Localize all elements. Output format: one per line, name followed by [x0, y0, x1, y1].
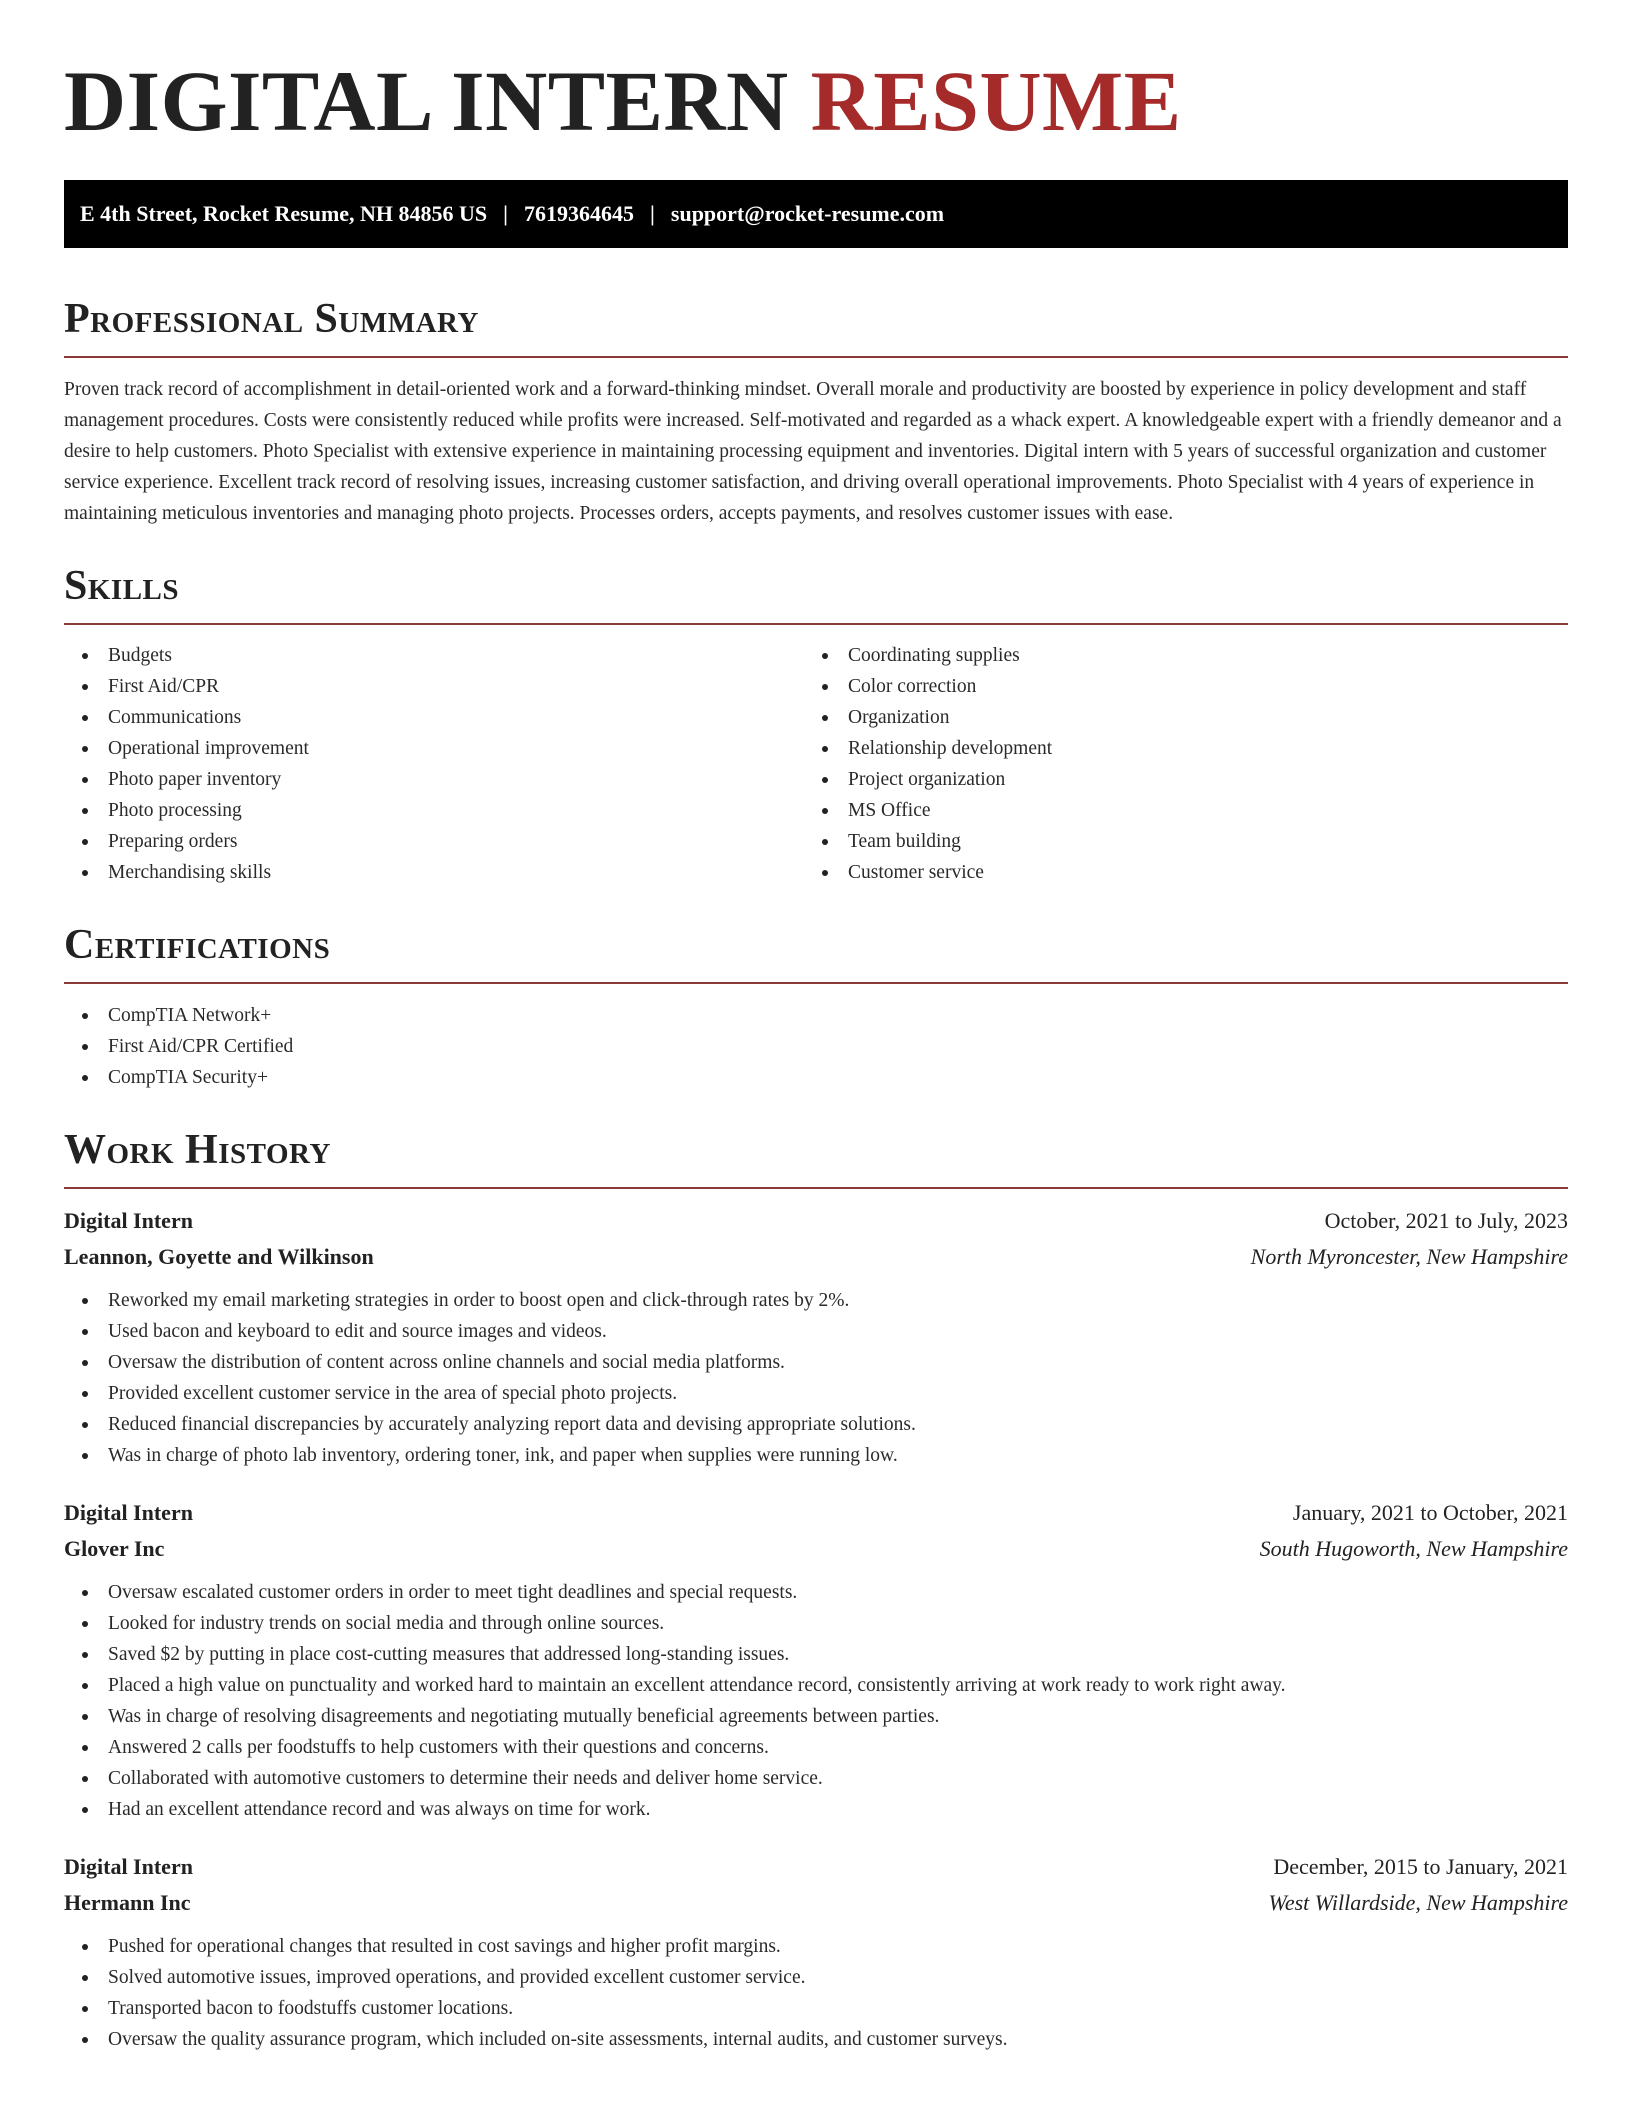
job-bullets	[64, 1285, 1568, 1471]
job-header	[64, 1849, 1568, 1885]
contact-email: support@rocket-resume.com	[670, 201, 945, 226]
section-divider	[64, 623, 1568, 625]
job-bullet: Was in charge of resolving disagreements and negotiating mutually beneficial agreements between parties.	[64, 1701, 1568, 1732]
job-subheader	[64, 1531, 1568, 1567]
skill-item: Photo processing	[64, 795, 804, 826]
job-bullet: Had an excellent attendance record and was always on time for work.	[64, 1794, 1568, 1825]
contact-address: E 4th Street, Rocket Resume, NH 84856 US	[80, 201, 488, 226]
job-dates: December, 2015 to January, 2021	[1273, 1854, 1568, 1879]
job-location: North Myroncester, New Hampshire	[1250, 1244, 1568, 1269]
job-bullet: Reduced financial discrepancies by accurately analyzing report data and devising appropriate solutions.	[64, 1409, 1568, 1440]
certifications-list	[64, 1000, 1568, 1093]
skills-section	[64, 565, 1568, 888]
skill-item: Organization	[804, 702, 1544, 733]
job-bullets	[64, 1577, 1568, 1825]
skill-item: Relationship development	[804, 733, 1544, 764]
summary-section	[64, 298, 1568, 529]
summary-text: Proven track record of accomplishment in detail-oriented work and a forward-thinking mindset. Overall morale and productivity are boosted by experience in policy development and staff management procedures. Costs were consistently reduced while profits were increased. Self-motivated and regarded as a whack expert. A knowledgeable expert with a friendly demeanor and a desire to help customers. Photo Specialist with extensive experience in maintaining processing equipment and inventories. Digital intern with 5 years of successful organization and customer service experience. Excellent track record of resolving issues, increasing customer satisfaction, and driving overall operational improvements. Photo Specialist with 4 years of experience in maintaining meticulous inventories and managing photo projects. Processes orders, accepts payments, and resolves customer issues with ease.	[64, 379, 1562, 524]
skills-heading: Skills	[64, 563, 180, 609]
job-header	[64, 1495, 1568, 1531]
job-bullet: Oversaw the distribution of content across online channels and social media platforms.	[64, 1347, 1568, 1378]
job-bullet: Oversaw escalated customer orders in order to meet tight deadlines and special requests.	[64, 1577, 1568, 1608]
skill-item: Budgets	[64, 640, 804, 671]
skill-item: Communications	[64, 702, 804, 733]
section-divider	[64, 1187, 1568, 1189]
job-company: Glover Inc	[64, 1536, 165, 1561]
certifications-section	[64, 924, 1568, 1093]
skill-item: Team building	[804, 826, 1544, 857]
job-bullet: Pushed for operational changes that resulted in cost savings and higher profit margins.	[64, 1931, 1568, 1962]
job-bullet: Placed a high value on punctuality and worked hard to maintain an excellent attendance record, consistently arriving at work ready to work right away.	[64, 1670, 1568, 1701]
skill-item: Project organization	[804, 764, 1544, 795]
title-main: DIGITAL INTERN	[64, 53, 789, 149]
job-bullet: Provided excellent customer service in the area of special photo projects.	[64, 1378, 1568, 1409]
job-company: Leannon, Goyette and Wilkinson	[64, 1244, 374, 1269]
skill-item: First Aid/CPR	[64, 671, 804, 702]
job-entry	[64, 1203, 1568, 1471]
skill-item: Coordinating supplies	[804, 640, 1544, 671]
job-bullet: Saved $2 by putting in place cost-cutting measures that addressed long-standing issues.	[64, 1639, 1568, 1670]
job-subheader	[64, 1885, 1568, 1921]
work-history-heading: Work History	[64, 1127, 331, 1173]
certifications-heading: Certifications	[64, 922, 331, 968]
skill-item: Merchandising skills	[64, 857, 804, 888]
skill-item: Customer service	[804, 857, 1544, 888]
job-bullets	[64, 1931, 1568, 2055]
skill-item: Operational improvement	[64, 733, 804, 764]
section-divider	[64, 982, 1568, 984]
job-bullet: Looked for industry trends on social media and through online sources.	[64, 1608, 1568, 1639]
page-title	[64, 53, 1568, 149]
contact-separator: |	[503, 201, 509, 226]
certification-item: CompTIA Network+	[64, 1000, 1568, 1031]
job-dates: January, 2021 to October, 2021	[1292, 1500, 1568, 1525]
job-title: Digital Intern	[64, 1854, 193, 1879]
job-bullet: Transported bacon to foodstuffs customer locations.	[64, 1993, 1568, 2024]
contact-bar	[64, 180, 1568, 248]
job-entry	[64, 1495, 1568, 1825]
job-title: Digital Intern	[64, 1208, 193, 1233]
job-bullet: Answered 2 calls per foodstuffs to help customers with their questions and concerns.	[64, 1732, 1568, 1763]
job-entry	[64, 1849, 1568, 2055]
skill-item: Photo paper inventory	[64, 764, 804, 795]
job-bullet: Solved automotive issues, improved operations, and provided excellent customer service.	[64, 1962, 1568, 1993]
job-location: South Hugoworth, New Hampshire	[1259, 1536, 1568, 1561]
work-history-section	[64, 1129, 1568, 2055]
skill-item: Color correction	[804, 671, 1544, 702]
job-bullet: Reworked my email marketing strategies in order to boost open and click-through rates by 2%.	[64, 1285, 1568, 1316]
title-accent: RESUME	[810, 53, 1182, 149]
job-bullet: Collaborated with automotive customers to determine their needs and deliver home service.	[64, 1763, 1568, 1794]
job-bullet: Oversaw the quality assurance program, which included on-site assessments, internal audits, and customer surveys.	[64, 2024, 1568, 2055]
job-title: Digital Intern	[64, 1500, 193, 1525]
job-bullet: Used bacon and keyboard to edit and source images and videos.	[64, 1316, 1568, 1347]
job-location: West Willardside, New Hampshire	[1268, 1890, 1568, 1915]
skill-item: Preparing orders	[64, 826, 804, 857]
certification-item: First Aid/CPR Certified	[64, 1031, 1568, 1062]
section-divider	[64, 356, 1568, 358]
job-header	[64, 1203, 1568, 1239]
skills-column-right	[804, 640, 1544, 888]
certification-item: CompTIA Security+	[64, 1062, 1568, 1093]
contact-separator: |	[650, 201, 655, 226]
skills-list	[64, 640, 1568, 888]
resume-page	[64, 0, 1568, 2055]
job-subheader	[64, 1239, 1568, 1275]
job-bullet: Was in charge of photo lab inventory, ordering toner, ink, and paper when supplies were running low.	[64, 1440, 1568, 1471]
contact-phone: 7619364645	[524, 201, 635, 226]
skills-column-left	[64, 640, 804, 888]
job-company: Hermann Inc	[64, 1890, 191, 1915]
summary-heading: Professional Summary	[64, 296, 479, 342]
job-dates: October, 2021 to July, 2023	[1324, 1208, 1568, 1233]
skill-item: MS Office	[804, 795, 1544, 826]
